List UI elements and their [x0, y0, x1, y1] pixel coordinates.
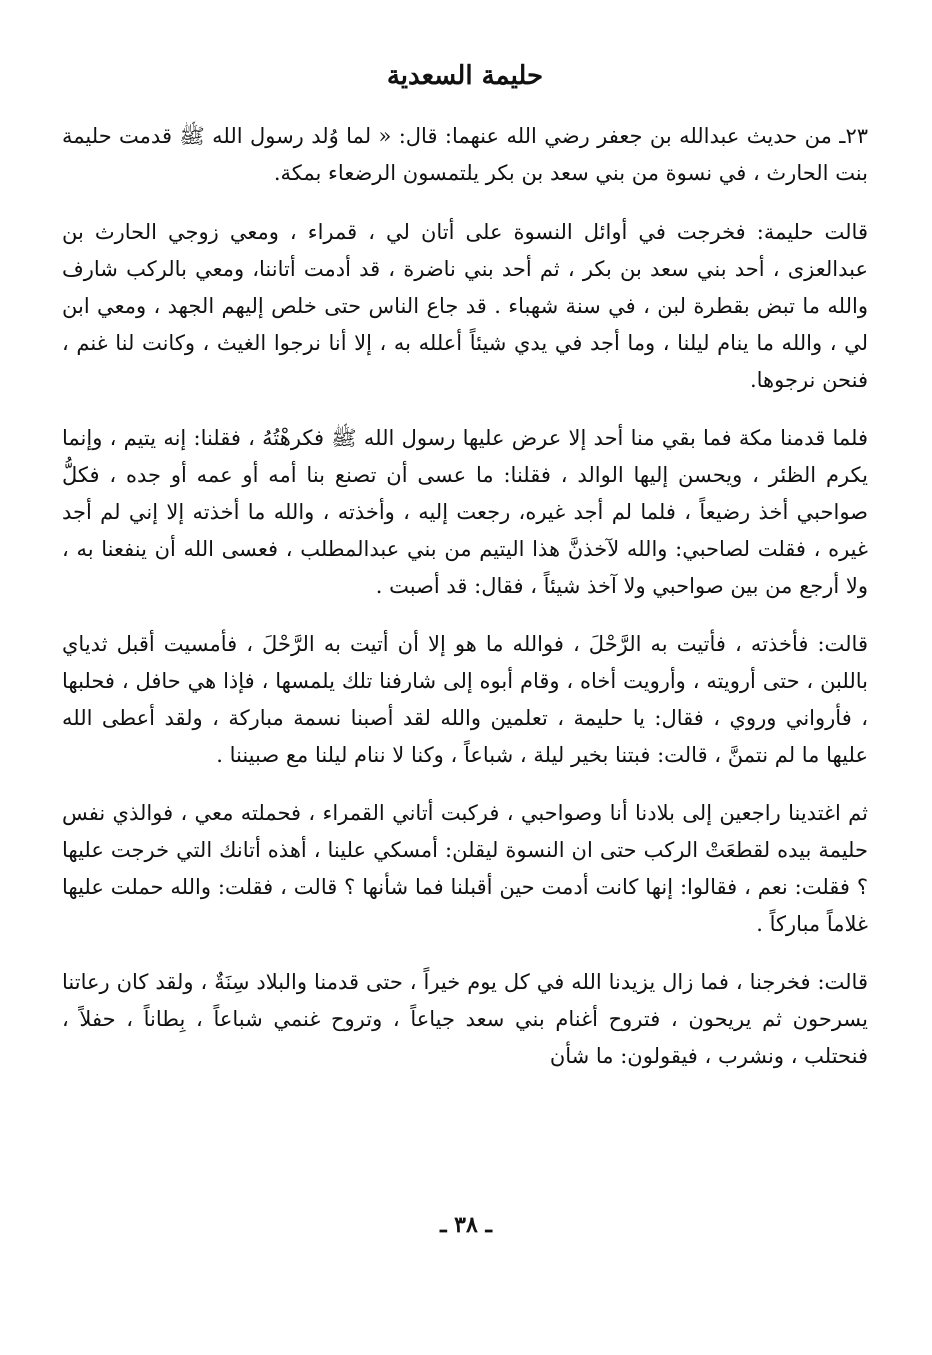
paragraph-prosperity: قالت: فخرجنا ، فما زال يزيدنا الله في كل يوم خيراً ، حتى قدمنا والبلاد سِنَةٌ ، ولقد كان رعاتنا يسرحون ثم يريحون ، فتروح أغنام بني سعد جياعاً ، وتروح غنمي شباعاً ، بِطاناً ، حفلاً ، فنحتلب ، ونشرب ، فيقولون: ما شأن — [62, 970, 868, 1068]
paragraph-hadith-intro: ٢٣ـ من حديث عبدالله بن جعفر رضي الله عنهما: قال: « لما وُلد رسول الله ﷺ قدمت حليمة بنت الحارث ، في نسوة من بني سعد بن بكر يلتمسون الرضعاء بمكة. — [62, 124, 868, 185]
paragraph-arrival-mecca: فلما قدمنا مكة فما بقي منا أحد إلا عرض عليها رسول الله ﷺ فكرهْتُهُ ، فقلنا: إنه يتيم ، وإنما يكرم الظئر ، ويحسن إليها الوالد ، فقلنا: ما عسى أن تصنع بنا أمه أو عمه أو جده ، فكلُّ صواحبي أخذ رضيعاً ، فلما لم أجد غيره، رجعت إليه ، وأخذته ، والله ما أخذته إلا إني لم أجد غيره ، فقلت لصاحبي: والله لآخذنَّ هذا اليتيم من بني عبدالمطلب ، فعسى الله أن ينفعنا به ، ولا أرجع من بين صواحبي ولا آخذ شيئاً ، فقال: قد أصبت . — [62, 426, 868, 598]
book-page — [62, 58, 868, 1298]
page-number: ـ ٣٨ ـ — [440, 1212, 492, 1238]
paragraph-return: ثم اغتدينا راجعين إلى بلادنا أنا وصواحبي ، فركبت أتاني القمراء ، فحملته معي ، فوالذي نفس حليمة بيده لقطعَتْ الركب حتى ان النسوة ليقلن: أمسكي علينا ، أهذه أتانك التي خرجت عليها ؟ فقلت: نعم ، فقالوا: إنها كانت أدمت حين أقبلنا فما شأنها ؟ قالت ، فقلت: والله حملت عليها غلاماً مباركاً . — [62, 801, 868, 936]
paragraph-journey: قالت حليمة: فخرجت في أوائل النسوة على أتان لي ، قمراء ، ومعي زوجي الحارث بن عبدالعزى ، أحد بني سعد بن بكر ، ثم أحد بني ناضرة ، قد أدمت أتاننا، ومعي بالركب شارف والله ما تبض بقطرة لبن ، في سنة شهباء . قد جاع الناس حتى خلص إليهم الجهد ، ومعي ابن لي ، والله ما ينام ليلنا ، وما أجد في يدي شيئاً أعلله به ، إلا أنا نرجوا الغيث ، وكانت لنا غنم ، فنحن نرجوها. — [62, 220, 868, 392]
chapter-title: حليمة السعدية — [386, 61, 544, 91]
paragraph-blessing: قالت: فأخذته ، فأتيت به الرَّحْلَ ، فوالله ما هو إلا أن أتيت به الرَّحْلَ ، فأمسيت أقبل ثدياي باللبن ، حتى أرويته ، وأرويت أخاه ، وقام أبوه إلى شارفنا تلك يلمسها ، فإذا هي حافل ، فحلبها ، فأرواني وروي ، فقال: يا حليمة ، تعلمين والله لقد أصبنا نسمة مباركة ، ولقد أعطى الله عليها ما لم نتمنَّ ، قالت: فبتنا بخير ليلة ، شباعاً ، وكنا لا ننام ليلنا مع صبيننا . — [62, 632, 868, 767]
